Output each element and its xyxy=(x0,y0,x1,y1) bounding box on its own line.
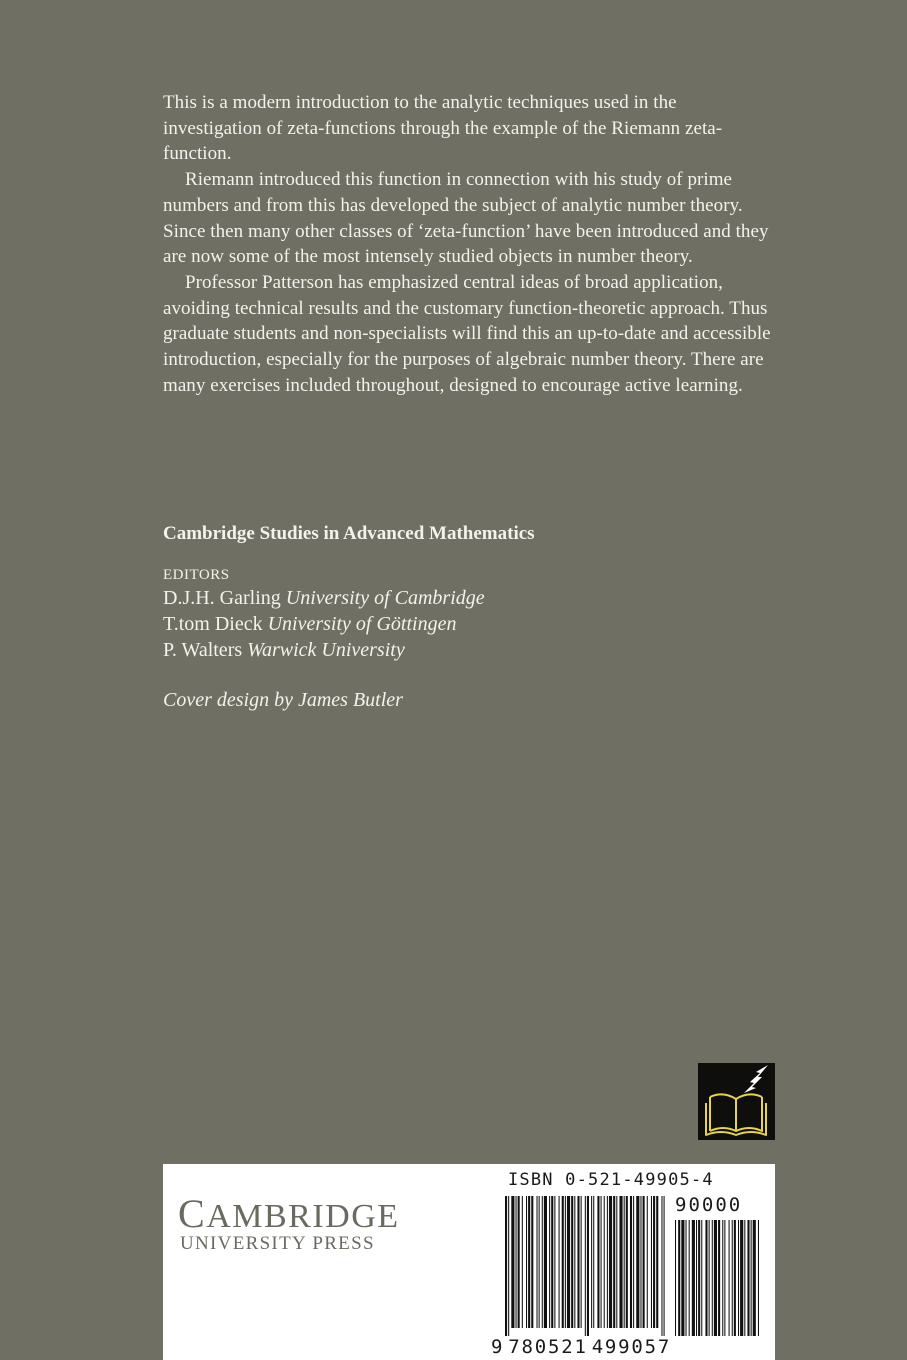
barcode-graphic xyxy=(505,1196,767,1336)
barcode-addon-bar xyxy=(686,1220,687,1336)
ean-right-digits: 499057 xyxy=(591,1336,672,1358)
publisher-book-logo-icon xyxy=(698,1063,775,1140)
barcode-bar xyxy=(571,1196,573,1328)
barcode-bar xyxy=(531,1196,533,1328)
barcode-bar xyxy=(613,1196,615,1328)
barcode-bar xyxy=(585,1196,586,1336)
publisher-name xyxy=(178,1190,400,1237)
editor-affiliation: University of Göttingen xyxy=(267,613,457,635)
barcode-addon-bar xyxy=(729,1220,730,1336)
barcode-bar xyxy=(597,1196,599,1328)
barcode-addon-bar xyxy=(698,1220,700,1336)
barcode-bar xyxy=(537,1196,538,1328)
barcode-addon-bar xyxy=(722,1220,723,1336)
barcode-bar xyxy=(607,1196,608,1328)
barcode-addon-bar xyxy=(740,1220,743,1336)
barcode-bar xyxy=(630,1196,632,1328)
barcode-bar xyxy=(526,1196,527,1328)
barcode-bar xyxy=(591,1196,592,1328)
editor-affiliation: Warwick University xyxy=(247,639,405,661)
editors-label: EDITORS xyxy=(163,567,230,583)
barcode-addon-bar xyxy=(724,1220,725,1336)
barcode-bar xyxy=(604,1196,605,1328)
barcode-bar xyxy=(511,1196,514,1328)
barcode-bar xyxy=(661,1196,662,1336)
editor-affiliation: University of Cambridge xyxy=(285,587,485,609)
barcode-bar xyxy=(542,1196,543,1328)
barcode-bar xyxy=(544,1196,547,1328)
barcode-addon-bar xyxy=(738,1220,739,1336)
barcode-bar xyxy=(624,1196,625,1328)
editor-name: T.tom Dieck xyxy=(163,613,263,635)
barcode-addon-bar xyxy=(732,1220,733,1336)
barcode-bar xyxy=(518,1196,520,1328)
blurb-paragraph-1: This is a modern introduction to the analytic techniques used in the investigation of zeta-functions through the example of the Riemann zeta-function. xyxy=(163,92,723,165)
barcode-bar xyxy=(549,1196,550,1328)
barcode-bar xyxy=(567,1196,570,1328)
barcode-addon-bar xyxy=(705,1220,707,1336)
barcode-bar xyxy=(636,1196,639,1328)
barcode-addon-bar xyxy=(709,1220,710,1336)
barcode-bar xyxy=(647,1196,648,1328)
barcode-bar xyxy=(574,1196,575,1328)
barcode-bar xyxy=(522,1196,523,1328)
barcode-addon-bar xyxy=(718,1220,720,1336)
barcode-bar xyxy=(528,1196,530,1328)
barcode-bar xyxy=(581,1196,582,1328)
barcode-bar xyxy=(640,1196,641,1328)
barcode-bar xyxy=(664,1196,665,1336)
blurb-paragraph-2: Riemann introduced this function in connection with his study of prime numbers and from this has developed the subject of analytic number theory. Since then many other classes of ‘zeta-function’ have been introduced and they are now some of the most intensely studied objects in number theory. xyxy=(163,169,769,268)
barcode-bar xyxy=(643,1196,645,1328)
blurb-paragraph-3: Professor Patterson has emphasized central ideas of broad application, avoiding technical results and the customary function-theoretic approach. Thus graduate students and non-specialists will find this an up-to-date and accessible introduction, especially for the purposes of algebraic number theory. There are many exercises included throughout, designed to encourage active learning. xyxy=(163,271,771,396)
price-addon-digits: 90000 xyxy=(675,1194,743,1216)
barcode-bar xyxy=(633,1196,634,1328)
ean-left-digits: 780521 xyxy=(508,1336,588,1358)
barcode-addon-bar xyxy=(681,1220,684,1336)
barcode-addon-bar xyxy=(678,1220,680,1336)
barcode-bar xyxy=(626,1196,628,1328)
publisher-name-initial: C xyxy=(178,1191,207,1236)
barcode-addon-bar xyxy=(689,1220,690,1336)
barcode-addon-bar xyxy=(714,1220,717,1336)
barcode-bar xyxy=(516,1196,517,1328)
barcode-bar xyxy=(601,1196,602,1328)
barcode-bar xyxy=(505,1196,507,1336)
barcode-addon-bar xyxy=(696,1220,697,1336)
barcode-bar xyxy=(656,1196,658,1328)
barcode-bar xyxy=(651,1196,652,1328)
barcode-bar xyxy=(559,1196,560,1328)
ean-digits xyxy=(491,1336,675,1358)
editor-name: P. Walters xyxy=(163,639,243,661)
ean-lead-digit: 9 xyxy=(491,1336,505,1358)
barcode-bar xyxy=(539,1196,540,1328)
barcode-bar xyxy=(616,1196,617,1328)
barcode-addon-bar xyxy=(751,1220,752,1336)
barcode-bar xyxy=(653,1196,655,1328)
editor-name: D.J.H. Garling xyxy=(163,587,281,609)
cover-credit: Cover design by James Butler xyxy=(163,689,403,711)
barcode-addon-bar xyxy=(758,1220,759,1336)
barcode-bar xyxy=(554,1196,555,1328)
editor-row xyxy=(163,639,405,662)
publisher-subtitle: UNIVERSITY PRESS xyxy=(180,1233,375,1254)
isbn-text: ISBN 0-521-49905-4 xyxy=(508,1170,714,1190)
barcode-bar xyxy=(565,1196,566,1328)
publisher-name-rest: AMBRIDGE xyxy=(206,1198,400,1235)
barcode-bar xyxy=(619,1196,622,1328)
editor-row xyxy=(163,613,456,636)
editor-row xyxy=(163,587,485,610)
barcode-bar xyxy=(508,1196,509,1336)
barcode-addon-bar xyxy=(744,1220,745,1336)
barcode-bar xyxy=(551,1196,553,1328)
blurb xyxy=(163,90,773,398)
barcode-bar xyxy=(577,1196,579,1328)
barcode-addon-bar xyxy=(692,1220,695,1336)
barcode-addon-bar xyxy=(675,1220,676,1336)
barcode-addon-bar xyxy=(753,1220,756,1336)
barcode-bar xyxy=(609,1196,612,1328)
barcode-bar xyxy=(593,1196,594,1328)
barcode-bar xyxy=(587,1196,589,1336)
barcode-addon-bar xyxy=(734,1220,736,1336)
barcode-addon-bar xyxy=(747,1220,749,1336)
series-title: Cambridge Studies in Advanced Mathematics xyxy=(163,523,535,544)
barcode-addon-bar xyxy=(712,1220,713,1336)
barcode-addon-bar xyxy=(701,1220,702,1336)
barcode-bar xyxy=(562,1196,564,1328)
